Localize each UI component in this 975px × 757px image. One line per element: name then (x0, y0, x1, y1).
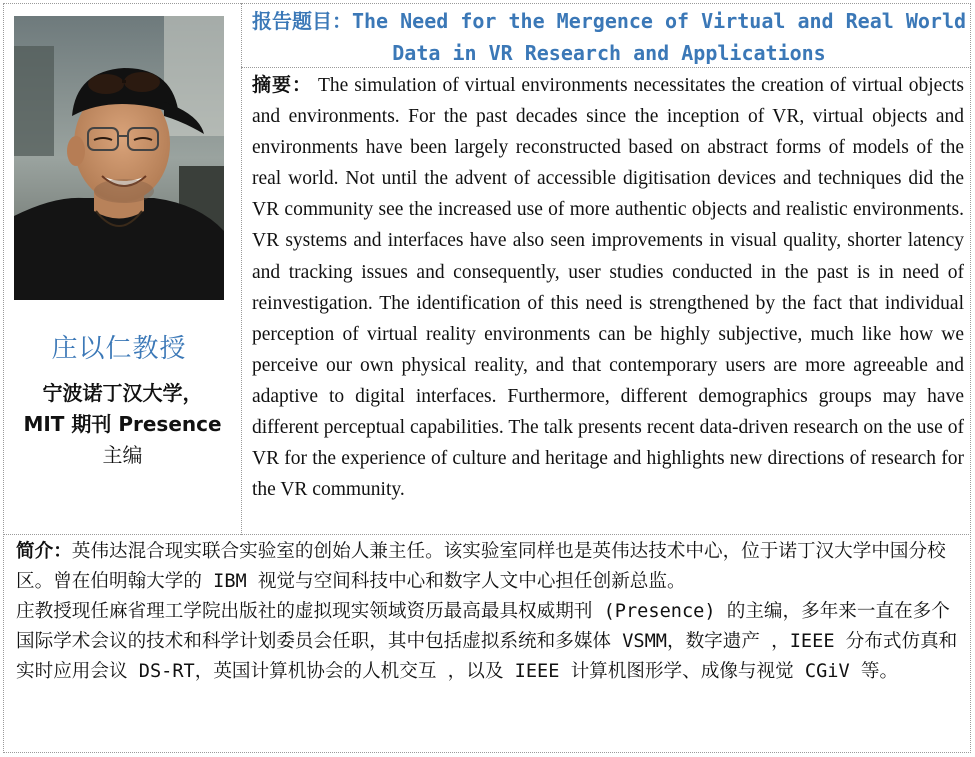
bio-paragraph-2: 庄教授现任麻省理工学院出版社的虚拟现实领域资历最高最具权威期刊 (Presence) 的主编，多年来一直在多个国际学术会议的技术和科学计划委员会任职，其中包括虚拟系统和多媒体 VSMM，数字遗产 ，IEEE 分布式仿真和实时应用会议 DS-RT，英国计算机协会的人机交互 ，以及 IEEE 计算机图形学、成像与视觉 CGiV 等。 (16, 601, 958, 682)
speaker-name: 庄以仁教授 (51, 334, 187, 364)
column-divider (241, 3, 242, 535)
abstract-text: The simulation of virtual environments necessitates the creation of virtual objects and environments. For the past decades since the inception of VR, virtual objects and environments have been largely reconstructed based on abstract forms of models of the real world. Not until the advent of accessible digitisation devices and techniques did the VR community see the increased use of more authentic objects and realistic environments. VR systems and interfaces have also seen improvements in visual quality, shorter latency and tracking issues and consequently, user studies conducted in the past is in need of reinvestigation. The identification of this need is strengthened by the fact that individual perception of virtual reality environments can be highly subjective, much like how we perceive our own physical reality, and that contemporary users are more agreeable and adaptive to digital interfaces. Furthermore, different demographics groups may have different perceptual capabilities. The talk presents recent data-driven research on the use of VR for the experience of culture and heritage and highlights new directions of research for the VR community. (252, 75, 964, 501)
bio-text-1: 英伟达混合现实联合实验室的创始人兼主任。该实验室同样也是英伟达技术中心，位于诺丁汉大学中国分校区。曾在伯明翰大学的 IBM 视觉与空间科技中心和数字人文中心担任创新总监。 (16, 541, 946, 592)
bio-label: 简介： (16, 541, 72, 562)
affiliation-line-1: 宁波诺丁汉大学， (42, 381, 203, 405)
affiliation-line-3: 主编 (102, 443, 143, 467)
affiliation-line-2: MIT 期刊 Presence (23, 412, 222, 436)
biography (16, 537, 961, 687)
talk-title: 报告题目：The Need for the Mergence of Virtual and Real World Data in VR Research and Applications (251, 9, 967, 65)
section-divider (3, 534, 971, 535)
abstract (252, 70, 964, 505)
bio-paragraph-1 (16, 537, 961, 597)
speaker-affiliation (10, 378, 235, 471)
abstract-label: 摘要： (252, 74, 313, 96)
speaker-photo (14, 16, 224, 300)
